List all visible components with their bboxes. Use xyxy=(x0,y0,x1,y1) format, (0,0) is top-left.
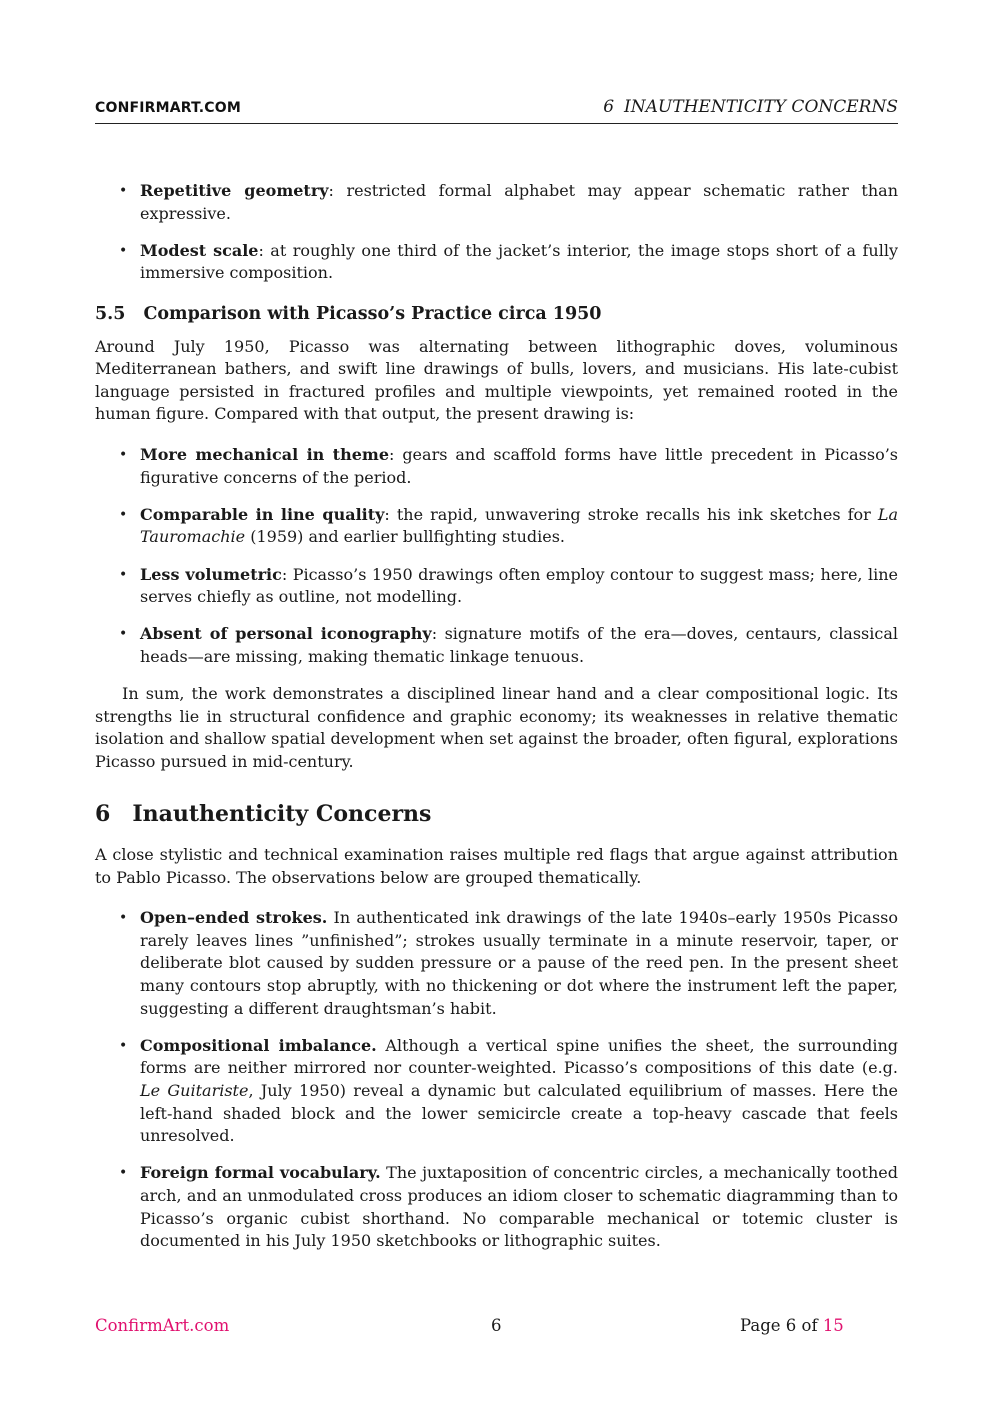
bullet-icon: • xyxy=(119,1165,128,1182)
item-lead: Comparable in line quality xyxy=(140,504,385,524)
concerns-bullet-list xyxy=(95,907,898,1253)
running-section-number: 6 xyxy=(603,97,615,117)
comparison-bullet-list xyxy=(95,444,898,669)
item-text: : the rapid, unwavering stroke recalls his ink sketches for xyxy=(384,504,878,524)
bullet-icon: • xyxy=(119,626,128,643)
bullet-icon: • xyxy=(119,242,128,259)
subsection-number: 5.5 xyxy=(95,303,126,324)
footer-page-prefix: Page 6 of xyxy=(740,1316,823,1335)
footer-site-link[interactable]: ConfirmArt.com xyxy=(95,1316,230,1335)
list-item xyxy=(95,623,898,668)
item-text: : restricted formal alphabet may appear schematic rather than expressive. xyxy=(140,181,898,223)
item-text-continued: , July 1950) reveal a dynamic but calculated equilibrium of masses. Here the left-hand shaded block and the lower semicircle create a top-heavy cascade that feels unresolved. xyxy=(140,1080,898,1146)
item-lead: Compositional imbalance. xyxy=(140,1035,377,1055)
list-item xyxy=(95,907,898,1020)
list-item xyxy=(95,1035,898,1148)
item-italic-title: La Tauromachie xyxy=(140,504,898,547)
bullet-icon: • xyxy=(119,506,128,523)
bullet-icon: • xyxy=(119,566,128,583)
item-text: : signature motifs of the era—doves, centaurs, classical heads—are missing, making thematic linkage tenuous. xyxy=(140,624,898,666)
logo: CONFIRMART.COM xyxy=(95,100,242,116)
bullet-icon: • xyxy=(119,183,128,199)
main-content xyxy=(95,180,898,1267)
item-lead: Open–ended strokes. xyxy=(140,908,328,928)
running-section-title xyxy=(603,97,898,117)
subsection-heading xyxy=(95,303,898,326)
item-lead: Repetitive geometry xyxy=(140,181,329,200)
list-item xyxy=(95,1162,898,1252)
subsection-title: Comparison with Picasso’s Practice circa 1950 xyxy=(143,303,602,324)
section-number: 6 xyxy=(95,801,111,828)
list-item xyxy=(95,180,898,225)
item-text: The juxtaposition of concentric circles, a mechanically toothed arch, and an unmodulated cross produces an idiom closer to schematic diagramming than to Picasso’s organic cubist shorthand. No comparable mechanical or totemic cluster is documented in his July 1950 sketchbooks or lithographic suites. xyxy=(140,1163,899,1251)
top-bullet-list xyxy=(95,180,898,285)
item-lead: More mechanical in theme xyxy=(140,444,389,464)
item-text: : at roughly one third of the jacket’s interior, the image stops short of a fully immersive composition. xyxy=(140,240,898,283)
item-lead: Modest scale xyxy=(140,240,259,260)
item-text: In authenticated ink drawings of the late 1940s–early 1950s Picasso rarely leaves lines ”unfinished”; strokes usually terminate in a minute reservoir, taper, or deliberate blot caused by sudden pressure or a pause of the reed pen. In the present sheet many contours stop abruptly, with no thickening or dot where the instrument left the paper, suggesting a different draughtsman’s habit. xyxy=(140,908,899,1018)
bullet-icon: • xyxy=(119,1037,128,1054)
footer-page-number: 6 xyxy=(491,1316,502,1335)
footer-page-count xyxy=(740,1316,844,1335)
item-text-continued: (1959) and earlier bullfighting studies. xyxy=(245,527,566,547)
running-header xyxy=(95,97,898,124)
list-item xyxy=(95,240,898,285)
summary-paragraph: In sum, the work demonstrates a disciplined linear hand and a clear compositional logic. Its strengths lie in structural confidence and graphic economy; its weaknesses in relative thematic isolation and shallow spatial development when set against the broader, often figural, explorations Picasso pursued in mid-century. xyxy=(95,684,898,771)
item-italic-title: Le Guitariste xyxy=(140,1080,249,1100)
list-item xyxy=(95,504,898,549)
subsection-intro: Around July 1950, Picasso was alternating between lithographic doves, voluminous Mediterranean bathers, and swift line drawings of bulls, lovers, and musicians. His late-cubist language persisted in fractured profiles and multiple viewpoints, yet remained rooted in the human figure. Compared with that output, the present drawing is: xyxy=(95,336,898,424)
running-section-name: INAUTHENTICITY CONCERNS xyxy=(624,97,898,117)
section-title: Inauthenticity Concerns xyxy=(132,801,432,828)
footer-total-pages-link[interactable]: 15 xyxy=(822,1316,844,1335)
bullet-icon: • xyxy=(119,910,128,927)
section-heading xyxy=(95,803,898,826)
bullet-icon: • xyxy=(119,446,128,463)
item-text: Although a vertical spine unifies the sheet, the surrounding forms are neither mirrored nor counter-weighted. Picasso’s compositions of this date (e.g. xyxy=(140,1035,899,1078)
item-text: : Picasso’s 1950 drawings often employ contour to suggest mass; here, line serves chiefly as outline, not modelling. xyxy=(140,564,898,607)
list-item xyxy=(95,564,898,609)
item-lead: Less volumetric xyxy=(140,564,282,584)
section-intro: A close stylistic and technical examination raises multiple red flags that argue against attribution to Pablo Picasso. The observations below are grouped thematically. xyxy=(95,845,898,887)
item-text: : gears and scaffold forms have little precedent in Picasso’s figurative concerns of the period. xyxy=(140,444,898,487)
item-lead: Absent of personal iconography xyxy=(140,624,432,644)
item-lead: Foreign formal vocabulary. xyxy=(140,1163,381,1183)
list-item xyxy=(95,444,898,489)
